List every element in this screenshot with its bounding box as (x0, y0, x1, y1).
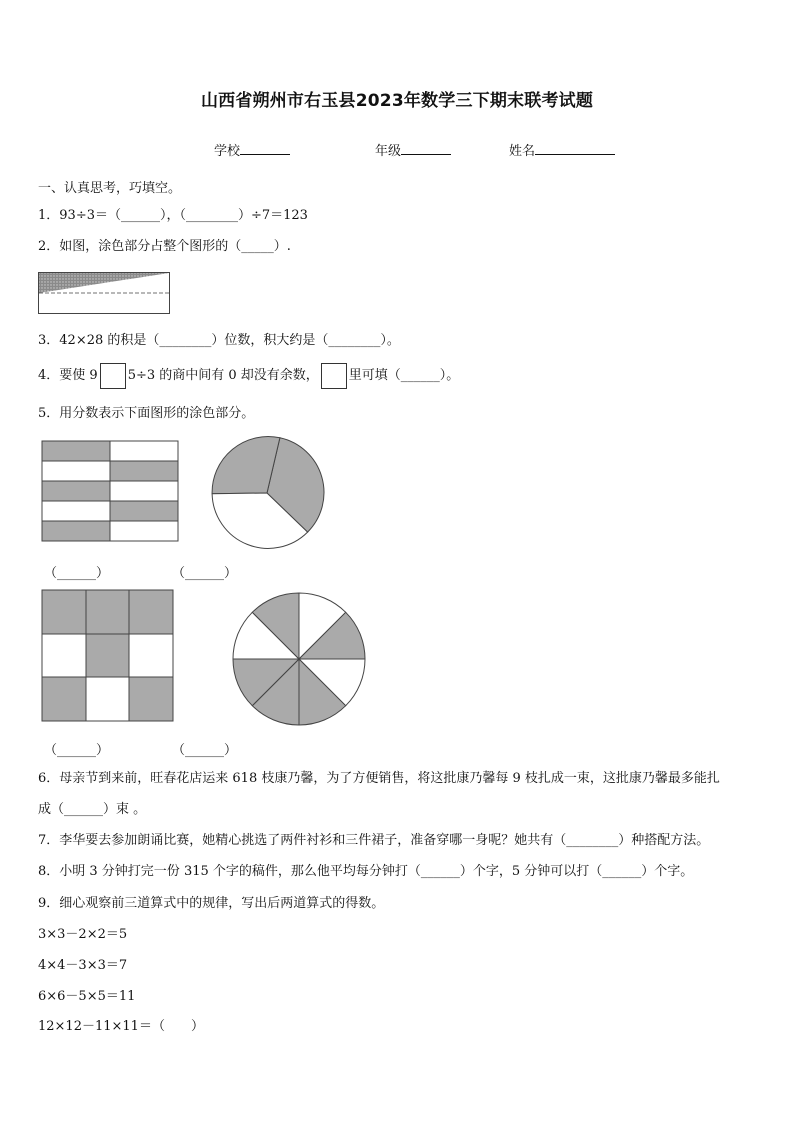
question-4-part-a: 4．要使 9 (38, 368, 98, 383)
question-5: 5．用分数表示下面图形的涂色部分。 (38, 406, 255, 421)
three-part-circle-figure (208, 434, 326, 552)
question-7: 7．李华要去参加朗诵比赛，她精心挑选了两件衬衫和三件裙子，准备穿哪一身呢？她共有（________）种搭配方法。 (38, 833, 710, 848)
answer-blank-b[interactable]: （______） (172, 566, 238, 581)
school-blank[interactable] (240, 140, 290, 155)
name-field[interactable] (509, 140, 615, 159)
question-4-part-c: 里可填（______）。 (348, 368, 460, 383)
question-8: 8．小明 3 分钟打完一份 315 个字的稿件，那么他平均每分钟打（______）个字，5 分钟可以打（______）个字。 (38, 864, 694, 879)
answer-blank-a[interactable]: （______） (44, 566, 110, 581)
question-4 (38, 362, 459, 390)
answer-blank-c[interactable]: （______） (44, 743, 110, 758)
checker-grid-figure (41, 589, 175, 723)
equation-1: 3×3－2×2＝5 (38, 927, 128, 942)
digit-box-1[interactable] (100, 363, 126, 389)
digit-box-2[interactable] (321, 363, 347, 389)
question-6-line-1: 6．母亲节到来前，旺春花店运来 618 枝康乃馨，为了方便销售，将这批康乃馨每 9 枝扎成一束，这批康乃馨最多能扎 (38, 771, 720, 786)
grade-label: 年级 (375, 144, 402, 159)
question-6-line-2: 成（______）束 。 (38, 802, 147, 817)
grade-blank[interactable] (401, 140, 451, 155)
grade-field[interactable] (375, 140, 451, 159)
question-9: 9．细心观察前三道算式中的规律，写出后两道算式的得数。 (38, 896, 385, 911)
eight-part-circle-figure (231, 591, 367, 727)
question-2: 2．如图，涂色部分占整个图形的（_____）. (38, 239, 291, 254)
question-1: 1．93÷3＝（______），（________）÷7＝123 (38, 208, 308, 223)
answer-blank-d[interactable]: （______） (172, 743, 238, 758)
page-title: 山西省朔州市右玉县2023年数学三下期末联考试题 (200, 91, 594, 111)
equation-2: 4×4－3×3＝7 (38, 958, 128, 973)
shaded-rectangle-figure (38, 272, 172, 316)
question-3: 3．42×28 的积是（________）位数，积大约是（________）。 (38, 333, 400, 348)
section-heading: 一、认真思考，巧填空。 (38, 181, 182, 196)
equation-4: 12×12－11×11＝（ ） (38, 1019, 204, 1034)
name-blank[interactable] (535, 140, 615, 155)
striped-grid-figure (41, 440, 181, 543)
name-label: 姓名 (509, 144, 536, 159)
school-field[interactable] (214, 140, 290, 159)
question-4-part-b: 5÷3 的商中间有 0 却没有余数， (127, 368, 319, 383)
equation-3: 6×6－5×5＝11 (38, 989, 136, 1004)
school-label: 学校 (214, 144, 241, 159)
